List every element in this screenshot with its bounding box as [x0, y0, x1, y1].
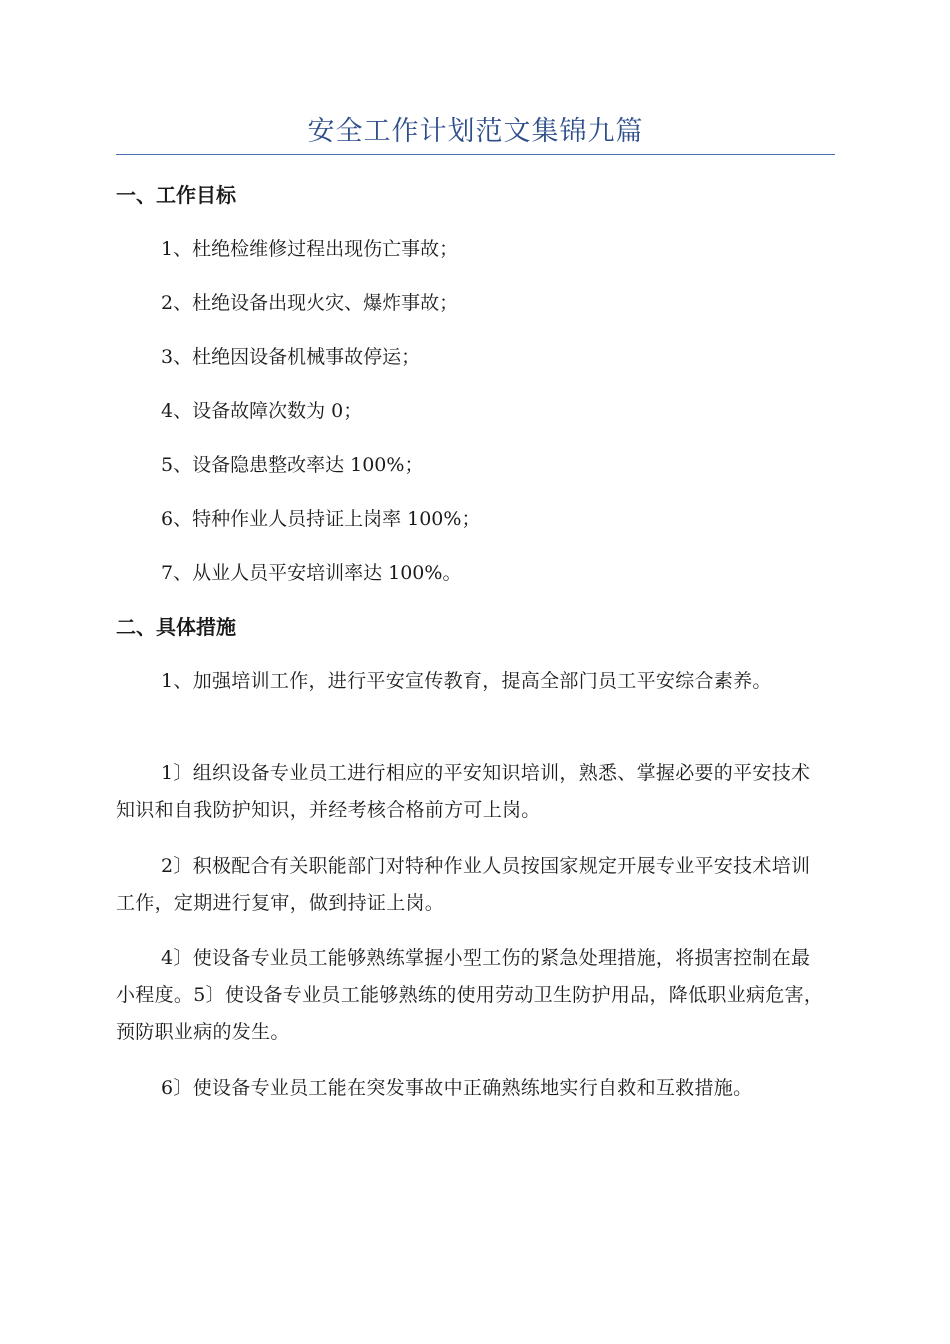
goal-item: 5、设备隐患整改率达 100%；	[161, 454, 424, 476]
goal-item: 1、杜绝检维修过程出现伤亡事故；	[161, 238, 459, 260]
goal-item: 3、杜绝因设备机械事故停运；	[161, 346, 421, 368]
goal-item: 4、设备故障次数为 0；	[161, 400, 363, 422]
measure-paragraph: 1〕组织设备专业员工进行相应的平安知识培训，熟悉、掌握必要的平安技术知识和自我防护知识，并经考核合格前方可上岗。	[116, 762, 811, 821]
goal-item: 7、从业人员平安培训率达 100%。	[161, 562, 462, 584]
measure-paragraph: 1、加强培训工作，进行平安宣传教育，提高全部门员工平安综合素养。	[161, 670, 772, 692]
goal-item: 6、特种作业人员持证上岗率 100%；	[161, 508, 481, 530]
measure-paragraph: 6〕使设备专业员工能在突发事故中正确熟练地实行自救和互救措施。	[161, 1077, 753, 1099]
document-title: 安全工作计划范文集锦九篇	[307, 116, 644, 147]
section-heading-goals: 一、工作目标	[116, 183, 236, 207]
title-underline	[116, 154, 835, 155]
goal-item: 2、杜绝设备出现火灾、爆炸事故；	[161, 292, 459, 314]
section-heading-measures: 二、具体措施	[116, 615, 236, 639]
measure-paragraph: 4〕使设备专业员工能够熟练掌握小型工伤的紧急处理措施，将损害控制在最小程度。5〕使设备专业员工能够熟练的使用劳动卫生防护用品，降低职业病危害，预防职业病的发生。	[116, 947, 824, 1043]
measure-paragraph: 2〕积极配合有关职能部门对特种作业人员按国家规定开展专业平安技术培训工作，定期进行复审，做到持证上岗。	[116, 855, 811, 914]
